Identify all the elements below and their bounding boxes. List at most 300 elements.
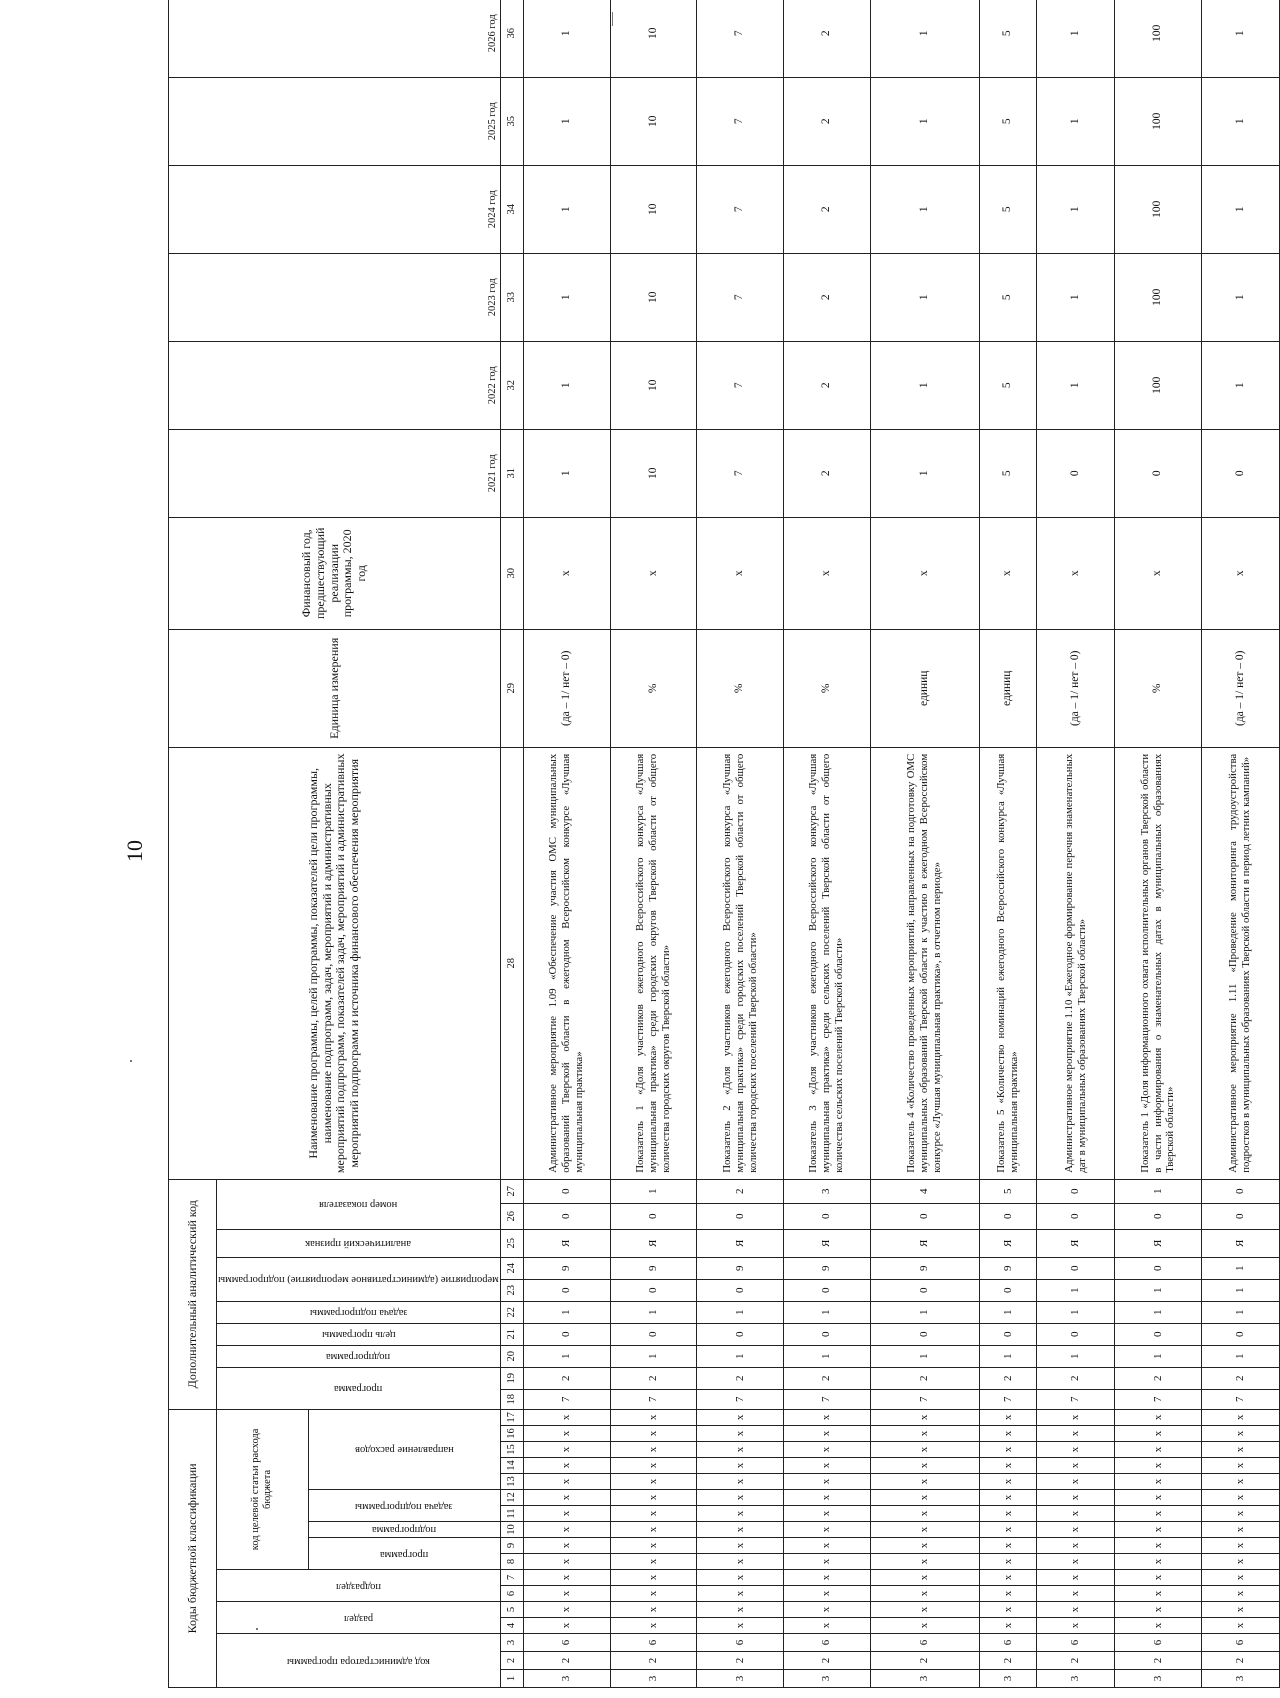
program-code: х bbox=[697, 1538, 784, 1554]
expense-direction-code: х bbox=[523, 1409, 610, 1425]
expense-direction-code: х bbox=[1115, 1426, 1202, 1442]
analytic-code-digit: 9 bbox=[523, 1257, 610, 1279]
analytic-code-digit: 2 bbox=[1201, 1367, 1279, 1389]
row-year-value: 5 bbox=[979, 429, 1037, 517]
analytic-code-digit: 1 bbox=[1115, 1179, 1202, 1203]
row-year-value: 2 bbox=[783, 0, 870, 77]
task-code: х bbox=[523, 1506, 610, 1522]
column-number: 28 bbox=[500, 747, 523, 1179]
column-number: 14 bbox=[500, 1458, 523, 1474]
header-subprogram bbox=[308, 1522, 500, 1538]
header-a-measure bbox=[217, 1257, 501, 1301]
analytic-code-digit: 7 bbox=[697, 1389, 784, 1409]
header-budget-codes: Коды бюджетной классификации bbox=[169, 1409, 217, 1687]
row-year-value: 1 bbox=[523, 77, 610, 165]
analytic-code-digit: 9 bbox=[610, 1257, 697, 1279]
analytic-code-digit: 1 bbox=[1037, 1279, 1115, 1301]
row-year-value: 100 bbox=[1115, 0, 1202, 77]
table-row bbox=[1201, 0, 1279, 1688]
section-code: х bbox=[979, 1618, 1037, 1634]
task-code: х bbox=[1201, 1490, 1279, 1506]
row-year-value: 2 bbox=[783, 77, 870, 165]
expense-direction-code: х bbox=[783, 1458, 870, 1474]
header-y2022 bbox=[169, 341, 501, 429]
header-task-subprogram-label: задача подпрограммы bbox=[355, 1500, 453, 1512]
analytic-code-digit: 0 bbox=[1115, 1323, 1202, 1345]
row-year-value: 1 bbox=[523, 253, 610, 341]
table-row bbox=[870, 0, 979, 1688]
section-code: х bbox=[1201, 1602, 1279, 1618]
admin-code-digit: 2 bbox=[1037, 1652, 1115, 1670]
subsection-code: х bbox=[783, 1570, 870, 1586]
row-year-value: 1 bbox=[1201, 165, 1279, 253]
row-year-value: 1 bbox=[870, 0, 979, 77]
program-code: х bbox=[697, 1554, 784, 1570]
row-year-value: 1 bbox=[870, 165, 979, 253]
row-fin-year: х bbox=[1115, 517, 1202, 629]
subsection-code: х bbox=[1201, 1570, 1279, 1586]
row-year-value: 10 bbox=[610, 0, 697, 77]
analytic-code-digit: 2 bbox=[697, 1367, 784, 1389]
admin-code-digit: 6 bbox=[1037, 1634, 1115, 1652]
header-task-subprogram bbox=[308, 1490, 500, 1522]
admin-code-digit: 3 bbox=[979, 1670, 1037, 1688]
column-number: 24 bbox=[500, 1257, 523, 1279]
expense-direction-code: х bbox=[697, 1442, 784, 1458]
analytic-code-digit: 7 bbox=[610, 1389, 697, 1409]
analytic-code-digit: 7 bbox=[1115, 1389, 1202, 1409]
analytic-code-digit: 0 bbox=[870, 1279, 979, 1301]
task-code: х bbox=[610, 1490, 697, 1506]
subsection-code: х bbox=[870, 1570, 979, 1586]
column-number: 10 bbox=[500, 1522, 523, 1538]
program-code: х bbox=[523, 1538, 610, 1554]
admin-code-digit: 2 bbox=[610, 1652, 697, 1670]
subsection-code: х bbox=[783, 1586, 870, 1602]
column-number: 2 bbox=[500, 1652, 523, 1670]
row-year-value: 1 bbox=[523, 429, 610, 517]
analytic-code-digit: 2 bbox=[1037, 1367, 1115, 1389]
analytic-code-digit: 0 bbox=[1037, 1323, 1115, 1345]
program-code: х bbox=[1037, 1554, 1115, 1570]
analytic-code-digit: 1 bbox=[1037, 1301, 1115, 1323]
expense-direction-code: х bbox=[1037, 1426, 1115, 1442]
analytic-code-digit: 0 bbox=[610, 1323, 697, 1345]
admin-code-digit: 2 bbox=[783, 1652, 870, 1670]
admin-code-digit: 3 bbox=[610, 1670, 697, 1688]
analytic-code-digit: 1 bbox=[783, 1301, 870, 1323]
subprogram-code: х bbox=[1115, 1522, 1202, 1538]
row-year-value: 10 bbox=[610, 77, 697, 165]
task-code: х bbox=[979, 1490, 1037, 1506]
analytic-code-digit: 2 bbox=[523, 1367, 610, 1389]
row-year-value: 2 bbox=[783, 253, 870, 341]
header-a-measure-label: мероприятие (административное мероприятие) подпрограммы bbox=[218, 1274, 499, 1286]
row-fin-year: х bbox=[979, 517, 1037, 629]
page-number: 10 bbox=[122, 840, 147, 862]
admin-code-digit: 6 bbox=[870, 1634, 979, 1652]
admin-code-digit: 2 bbox=[979, 1652, 1037, 1670]
expense-direction-code: х bbox=[523, 1458, 610, 1474]
task-code: х bbox=[783, 1506, 870, 1522]
table-row bbox=[697, 0, 784, 1688]
column-number: 20 bbox=[500, 1345, 523, 1367]
row-name: Показатель 2 «Доля участников ежегодного Всероссийского конкурса «Лучшая муниципальная практика» среди городских поселений Тверской области от общего количества городских поселений Тверской области» bbox=[697, 747, 784, 1179]
expense-direction-code: х bbox=[697, 1458, 784, 1474]
program-code: х bbox=[1037, 1538, 1115, 1554]
row-year-value: 1 bbox=[1037, 165, 1115, 253]
expense-direction-code: х bbox=[1037, 1458, 1115, 1474]
header-y2021 bbox=[169, 429, 501, 517]
subsection-code: х bbox=[523, 1570, 610, 1586]
header-expense-direction-label: направление расходов bbox=[354, 1444, 454, 1456]
admin-code-digit: 6 bbox=[1201, 1634, 1279, 1652]
row-name: Показатель 1 «Доля информационного охвата исполнительных органов Тверской области в части информирования о знаменательных датах в муниципальных образованиях Тверской области» bbox=[1115, 747, 1202, 1179]
row-name: Показатель 4 «Количество проведенных мероприятий, направленных на подготовку ОМС муниципальных образований Тверской области к участию в ежегодном Всероссийском конкурсе «Лучшая муниципальная практика», в отчетном периоде» bbox=[870, 747, 979, 1179]
expense-direction-code: х bbox=[870, 1458, 979, 1474]
admin-code-digit: 6 bbox=[783, 1634, 870, 1652]
task-code: х bbox=[1037, 1506, 1115, 1522]
analytic-code-digit: 0 bbox=[610, 1203, 697, 1229]
column-number: 12 bbox=[500, 1490, 523, 1506]
table-landscape bbox=[168, 14, 1253, 1688]
row-unit: % bbox=[610, 629, 697, 747]
admin-code-digit: 6 bbox=[697, 1634, 784, 1652]
analytic-code-digit: 0 bbox=[783, 1279, 870, 1301]
program-code: х bbox=[1201, 1538, 1279, 1554]
subsection-code: х bbox=[1201, 1586, 1279, 1602]
expense-direction-code: х bbox=[979, 1458, 1037, 1474]
task-code: х bbox=[610, 1506, 697, 1522]
section-code: х bbox=[783, 1602, 870, 1618]
analytic-code-digit: 9 bbox=[870, 1257, 979, 1279]
expense-direction-code: х bbox=[1037, 1409, 1115, 1425]
expense-direction-code: х bbox=[523, 1426, 610, 1442]
scan-speck bbox=[130, 1060, 132, 1062]
row-year-value: 2 bbox=[783, 341, 870, 429]
row-year-value: 1 bbox=[870, 429, 979, 517]
row-year-value: 1 bbox=[1201, 77, 1279, 165]
subsection-code: х bbox=[1115, 1570, 1202, 1586]
table-row bbox=[610, 0, 697, 1688]
header-y2023 bbox=[169, 253, 501, 341]
section-code: х bbox=[870, 1602, 979, 1618]
header-fin-year: Финансовый год, предшествующий реализации программы, 2020 год bbox=[169, 517, 501, 629]
row-year-value: 1 bbox=[523, 0, 610, 77]
row-unit: (да – 1/ нет – 0) bbox=[1201, 629, 1279, 747]
program-code: х bbox=[1201, 1554, 1279, 1570]
subprogram-code: х bbox=[1037, 1522, 1115, 1538]
subsection-code: х bbox=[610, 1570, 697, 1586]
section-code: х bbox=[610, 1602, 697, 1618]
expense-direction-code: х bbox=[1115, 1458, 1202, 1474]
expense-direction-code: х bbox=[610, 1426, 697, 1442]
header-y2025-label: 2025 год bbox=[486, 102, 498, 141]
row-year-value: 0 bbox=[1201, 429, 1279, 517]
header-a-sign bbox=[217, 1229, 501, 1257]
row-fin-year: х bbox=[523, 517, 610, 629]
expense-direction-code: х bbox=[783, 1474, 870, 1490]
analytic-code-digit: 1 bbox=[610, 1179, 697, 1203]
column-number: 31 bbox=[500, 429, 523, 517]
header-subprogram-label: подпрограмма bbox=[372, 1524, 437, 1535]
row-year-value: 10 bbox=[610, 429, 697, 517]
column-number-row bbox=[500, 0, 523, 1688]
column-number: 8 bbox=[500, 1554, 523, 1570]
admin-code-digit: 3 bbox=[870, 1670, 979, 1688]
header-y2022-label: 2022 год bbox=[486, 366, 498, 405]
column-number: 17 bbox=[500, 1409, 523, 1425]
analytic-code-digit: 1 bbox=[523, 1301, 610, 1323]
header-subsection-label: подраздел bbox=[335, 1580, 381, 1592]
row-year-value: 7 bbox=[697, 429, 784, 517]
column-number: 4 bbox=[500, 1618, 523, 1634]
row-year-value: 1 bbox=[1037, 0, 1115, 77]
analytic-code-digit: 0 bbox=[1201, 1203, 1279, 1229]
section-code: х bbox=[979, 1602, 1037, 1618]
row-year-value: 1 bbox=[870, 341, 979, 429]
analytic-code-digit: Я bbox=[1037, 1229, 1115, 1257]
column-number: 36 bbox=[500, 0, 523, 77]
row-year-value: 10 bbox=[610, 165, 697, 253]
expense-direction-code: х bbox=[1115, 1442, 1202, 1458]
table-row bbox=[1115, 0, 1202, 1688]
column-number: 5 bbox=[500, 1602, 523, 1618]
analytic-code-digit: 2 bbox=[870, 1367, 979, 1389]
admin-code-digit: 2 bbox=[697, 1652, 784, 1670]
program-code: х bbox=[783, 1554, 870, 1570]
subsection-code: х bbox=[610, 1586, 697, 1602]
analytic-code-digit: 1 bbox=[610, 1301, 697, 1323]
header-a-task bbox=[217, 1301, 501, 1323]
expense-direction-code: х bbox=[870, 1442, 979, 1458]
column-number: 30 bbox=[500, 517, 523, 629]
section-code: х bbox=[697, 1618, 784, 1634]
column-number: 19 bbox=[500, 1367, 523, 1389]
header-y2021-label: 2021 год bbox=[486, 454, 498, 493]
analytic-code-digit: 7 bbox=[1037, 1389, 1115, 1409]
row-year-value: 1 bbox=[1037, 77, 1115, 165]
admin-code-digit: 6 bbox=[979, 1634, 1037, 1652]
header-a-subprogram-label: подпрограмма bbox=[326, 1351, 391, 1363]
program-code: х bbox=[610, 1554, 697, 1570]
subsection-code: х bbox=[697, 1586, 784, 1602]
program-code: х bbox=[979, 1554, 1037, 1570]
row-year-value: 0 bbox=[1037, 429, 1115, 517]
column-number: 13 bbox=[500, 1474, 523, 1490]
header-y2024-label: 2024 год bbox=[486, 190, 498, 229]
row-fin-year: х bbox=[1037, 517, 1115, 629]
admin-code-digit: 2 bbox=[523, 1652, 610, 1670]
analytic-code-digit: 1 bbox=[610, 1345, 697, 1367]
column-number: 22 bbox=[500, 1301, 523, 1323]
expense-direction-code: х bbox=[610, 1409, 697, 1425]
column-number: 11 bbox=[500, 1506, 523, 1522]
row-name: Показатель 3 «Доля участников ежегодного Всероссийского конкурса «Лучшая муниципальная практика» среди сельских поселений Тверской области от общего количества сельских поселений Тверской области» bbox=[783, 747, 870, 1179]
analytic-code-digit: 2 bbox=[1115, 1367, 1202, 1389]
program-code: х bbox=[523, 1554, 610, 1570]
row-year-value: 2 bbox=[783, 165, 870, 253]
section-code: х bbox=[870, 1618, 979, 1634]
task-code: х bbox=[1115, 1506, 1202, 1522]
column-number: 7 bbox=[500, 1570, 523, 1586]
row-fin-year: х bbox=[697, 517, 784, 629]
expense-direction-code: х bbox=[523, 1474, 610, 1490]
analytic-code-digit: 0 bbox=[610, 1279, 697, 1301]
analytic-code-digit: 2 bbox=[783, 1367, 870, 1389]
analytic-code-digit: 1 bbox=[870, 1301, 979, 1323]
section-code: х bbox=[1201, 1618, 1279, 1634]
expense-direction-code: х bbox=[1037, 1474, 1115, 1490]
admin-code-digit: 3 bbox=[523, 1670, 610, 1688]
analytic-code-digit: 0 bbox=[1037, 1203, 1115, 1229]
analytic-code-digit: 0 bbox=[979, 1323, 1037, 1345]
analytic-code-digit: 1 bbox=[1201, 1279, 1279, 1301]
subprogram-code: х bbox=[783, 1522, 870, 1538]
analytic-code-digit: Я bbox=[870, 1229, 979, 1257]
column-number: 9 bbox=[500, 1538, 523, 1554]
header-y2026 bbox=[169, 0, 501, 77]
section-code: х bbox=[523, 1602, 610, 1618]
row-name: Административное мероприятие 1.09 «Обеспечение участия ОМС муниципальных образований Тверской области в ежегодном Всероссийском конкурсе «Лучшая муниципальная практика» bbox=[523, 747, 610, 1179]
admin-code-digit: 2 bbox=[1201, 1652, 1279, 1670]
column-number: 34 bbox=[500, 165, 523, 253]
section-code: х bbox=[523, 1618, 610, 1634]
column-number: 25 bbox=[500, 1229, 523, 1257]
analytic-code-digit: 1 bbox=[979, 1301, 1037, 1323]
subsection-code: х bbox=[1037, 1586, 1115, 1602]
row-name: Показатель 5 «Количество номинаций ежегодного Всероссийского конкурса «Лучшая муниципальная практика» bbox=[979, 747, 1037, 1179]
header-a-program-label: программа bbox=[334, 1383, 383, 1395]
analytic-code-digit: 9 bbox=[697, 1257, 784, 1279]
task-code: х bbox=[783, 1490, 870, 1506]
subsection-code: х bbox=[979, 1586, 1037, 1602]
column-number: 33 bbox=[500, 253, 523, 341]
row-fin-year: х bbox=[1201, 517, 1279, 629]
header-y2024 bbox=[169, 165, 501, 253]
analytic-code-digit: 1 bbox=[1037, 1345, 1115, 1367]
row-year-value: 10 bbox=[610, 341, 697, 429]
row-year-value: 7 bbox=[697, 77, 784, 165]
row-unit: % bbox=[697, 629, 784, 747]
analytic-code-digit: 7 bbox=[979, 1389, 1037, 1409]
expense-direction-code: х bbox=[1115, 1409, 1202, 1425]
header-a-goal-label: цель программы bbox=[321, 1329, 396, 1341]
analytic-code-digit: 0 bbox=[523, 1279, 610, 1301]
expense-direction-code: х bbox=[1037, 1442, 1115, 1458]
expense-direction-code: х bbox=[1115, 1474, 1202, 1490]
analytic-code-digit: 1 bbox=[1115, 1279, 1202, 1301]
section-code: х bbox=[697, 1602, 784, 1618]
analytic-code-digit: Я bbox=[1115, 1229, 1202, 1257]
program-code: х bbox=[870, 1538, 979, 1554]
column-number: 15 bbox=[500, 1442, 523, 1458]
section-code: х bbox=[1115, 1618, 1202, 1634]
row-unit: (да – 1/ нет – 0) bbox=[523, 629, 610, 747]
subprogram-code: х bbox=[523, 1522, 610, 1538]
analytic-code-digit: 2 bbox=[979, 1367, 1037, 1389]
expense-direction-code: х bbox=[697, 1409, 784, 1425]
row-year-value: 1 bbox=[523, 165, 610, 253]
analytic-code-digit: Я bbox=[1201, 1229, 1279, 1257]
analytic-code-digit: Я bbox=[610, 1229, 697, 1257]
analytic-code-digit: 1 bbox=[1201, 1345, 1279, 1367]
analytic-code-digit: 7 bbox=[523, 1389, 610, 1409]
row-year-value: 0 bbox=[1115, 429, 1202, 517]
admin-code-digit: 6 bbox=[523, 1634, 610, 1652]
row-name: Административное мероприятие 1.11 «Проведение мониторинга трудоустройства подростков в муниципальных образованиях Тверской области в период летних кампаний» bbox=[1201, 747, 1279, 1179]
row-year-value: 7 bbox=[697, 0, 784, 77]
program-table bbox=[168, 0, 1280, 1688]
expense-direction-code: х bbox=[1201, 1442, 1279, 1458]
row-year-value: 100 bbox=[1115, 341, 1202, 429]
subprogram-code: х bbox=[979, 1522, 1037, 1538]
row-year-value: 7 bbox=[697, 165, 784, 253]
section-code: х bbox=[1037, 1602, 1115, 1618]
table-row bbox=[1037, 0, 1115, 1688]
expense-direction-code: х bbox=[870, 1426, 979, 1442]
analytic-code-digit: 5 bbox=[979, 1179, 1037, 1203]
row-unit: % bbox=[1115, 629, 1202, 747]
expense-direction-code: х bbox=[523, 1442, 610, 1458]
table-row bbox=[523, 0, 610, 1688]
analytic-code-digit: 0 bbox=[697, 1279, 784, 1301]
expense-direction-code: х bbox=[1201, 1409, 1279, 1425]
analytic-code-digit: 1 bbox=[1115, 1345, 1202, 1367]
table-row bbox=[979, 0, 1037, 1688]
analytic-code-digit: 1 bbox=[523, 1345, 610, 1367]
analytic-code-digit: 7 bbox=[870, 1389, 979, 1409]
table-row bbox=[783, 0, 870, 1688]
subprogram-code: х bbox=[1201, 1522, 1279, 1538]
analytic-code-digit: Я bbox=[783, 1229, 870, 1257]
analytic-code-digit: 1 bbox=[697, 1345, 784, 1367]
header-a-sign-label: аналитический признак bbox=[305, 1238, 412, 1250]
row-year-value: 1 bbox=[1201, 341, 1279, 429]
header-a-indicator-label: номер показателя bbox=[319, 1199, 398, 1211]
header-program bbox=[308, 1538, 500, 1570]
header-a-program bbox=[217, 1367, 501, 1409]
row-unit: % bbox=[783, 629, 870, 747]
row-unit: единиц bbox=[870, 629, 979, 747]
expense-direction-code: х bbox=[610, 1474, 697, 1490]
admin-code-digit: 2 bbox=[870, 1652, 979, 1670]
row-year-value: 7 bbox=[697, 341, 784, 429]
task-code: х bbox=[523, 1490, 610, 1506]
row-year-value: 5 bbox=[979, 253, 1037, 341]
row-name: Административное мероприятие 1.10 «Ежегодное формирование перечня знаменательных дат в муниципальных образованиях Тверской области» bbox=[1037, 747, 1115, 1179]
admin-code-digit: 3 bbox=[697, 1670, 784, 1688]
row-fin-year: х bbox=[783, 517, 870, 629]
subprogram-code: х bbox=[610, 1522, 697, 1538]
column-number: 1 bbox=[500, 1670, 523, 1688]
row-year-value: 1 bbox=[1201, 0, 1279, 77]
analytic-code-digit: 3 bbox=[783, 1179, 870, 1203]
header-admin-code-label: код администратора программы bbox=[286, 1655, 430, 1667]
analytic-code-digit: 0 bbox=[783, 1203, 870, 1229]
program-code: х bbox=[610, 1538, 697, 1554]
task-code: х bbox=[697, 1506, 784, 1522]
row-year-value: 1 bbox=[523, 341, 610, 429]
row-year-value: 100 bbox=[1115, 77, 1202, 165]
row-fin-year: х bbox=[870, 517, 979, 629]
analytic-code-digit: 0 bbox=[697, 1323, 784, 1345]
program-code: х bbox=[783, 1538, 870, 1554]
analytic-code-digit: 0 bbox=[523, 1179, 610, 1203]
analytic-code-digit: 7 bbox=[1201, 1389, 1279, 1409]
column-number: 32 bbox=[500, 341, 523, 429]
subsection-code: х bbox=[1115, 1586, 1202, 1602]
